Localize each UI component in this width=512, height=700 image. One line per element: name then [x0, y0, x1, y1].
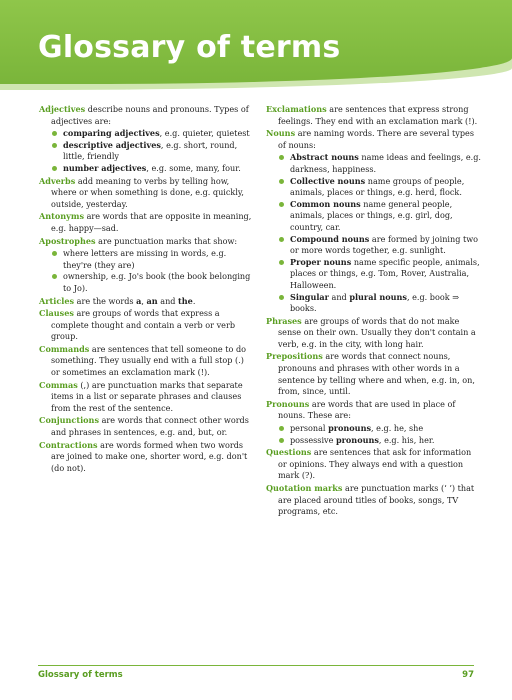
bullet-icon — [52, 274, 57, 279]
definition: , e.g. short, round, little, friendly — [63, 139, 238, 162]
bullet-icon — [52, 131, 57, 136]
definition: describe nouns and pronouns. Types of adjectives are: — [51, 104, 249, 126]
list-item — [266, 152, 482, 175]
list-item — [266, 292, 482, 315]
list-item — [266, 199, 482, 234]
bold-word: an — [146, 295, 158, 306]
bullet-icon — [279, 202, 284, 207]
definition: , e.g. he, she — [371, 423, 424, 434]
list-item — [266, 257, 482, 292]
term: Exclamations — [266, 104, 327, 114]
list-item — [39, 248, 253, 271]
separator: . — [192, 295, 196, 306]
entry-apostrophes — [39, 236, 253, 248]
definition: are words that are opposite in meaning, e.g. happy—sad. — [51, 211, 252, 233]
term: Adverbs — [39, 175, 76, 186]
bold-term: number adjectives — [63, 162, 147, 173]
bold-term: Singular — [290, 291, 329, 302]
definition: add meaning to verbs by telling how, where or when something is done, e.g. quickly, outside, yesterday. — [51, 175, 244, 209]
definition: , e.g. some, many, four. — [146, 162, 241, 173]
entry-pronouns — [266, 399, 482, 422]
definition: are the words — [74, 295, 137, 306]
definition: are words that connect other words and phrases in sentences, e.g. and, but, or. — [51, 415, 249, 438]
entry-adverbs — [39, 176, 253, 211]
definition: name general people, animals, places or things, e.g. girl, dog, country, car. — [290, 198, 453, 232]
noun-types-list — [266, 152, 482, 314]
bullet-icon — [279, 426, 284, 431]
footer-rule — [38, 665, 474, 666]
term: Conjunctions — [39, 415, 100, 426]
prefix: personal — [290, 423, 329, 434]
definition: name ideas and feelings, e.g. darkness, happiness. — [290, 152, 481, 174]
bold-term: Compound nouns — [290, 233, 370, 244]
adjective-types-list — [39, 128, 253, 174]
term: Pronouns — [266, 398, 310, 409]
definition: are words that connect nouns, pronouns and phrases with other words in a sentence by telling where and when, e.g. in, on, from, since, until. — [278, 351, 475, 397]
bold-term: Common nouns — [290, 198, 361, 209]
entry-questions — [266, 447, 482, 482]
list-item — [39, 128, 253, 140]
term: Apostrophes — [39, 235, 96, 246]
entry-commands — [39, 344, 253, 379]
bold-term: Proper nouns — [290, 256, 352, 267]
definition: (,) are punctuation marks that separate items in a list or separate phrases and clauses from the rest of the sentence. — [51, 379, 243, 413]
bullet-icon — [279, 260, 284, 265]
list-item — [266, 176, 482, 199]
definition: are formed by joining two or more words together, e.g. sunlight. — [290, 233, 479, 256]
term: Prepositions — [266, 351, 323, 362]
term: Adjectives — [39, 104, 86, 114]
glossary-column-left — [39, 104, 253, 475]
apostrophe-uses-list — [39, 248, 253, 294]
entry-quotation-marks — [266, 483, 482, 518]
term: Questions — [266, 447, 312, 458]
term: Contractions — [39, 439, 98, 450]
definition: are groups of words that do not make sense on their own. Usually they don't contain a verb, e.g. in the city, with long hair. — [278, 315, 476, 349]
definition: are punctuation marks that show: — [95, 235, 238, 246]
bullet-icon — [279, 155, 284, 160]
separator: , — [141, 295, 147, 306]
footer-title: Glossary of terms — [38, 670, 123, 680]
definition: , e.g. book ⇒ books. — [290, 291, 459, 314]
bold-term: Abstract nouns — [290, 152, 359, 163]
list-item — [39, 163, 253, 175]
prefix: possessive — [290, 434, 336, 445]
bold-word: the — [178, 295, 193, 306]
list-item — [266, 435, 482, 447]
bullet-icon — [52, 251, 57, 256]
term: Commas — [39, 379, 78, 390]
entry-phrases — [266, 316, 482, 351]
definition: are sentences that tell someone to do something. They usually end with a full stop (.) or sometimes an exclamation mark (!). — [51, 343, 247, 378]
entry-nouns — [266, 128, 482, 151]
definition: , e.g. quieter, quietest — [159, 128, 250, 139]
list-item — [39, 140, 253, 163]
pronoun-types-list — [266, 423, 482, 446]
entry-conjunctions — [39, 415, 253, 438]
definition: are words formed when two words are joined to make one, shorter word, e.g. don't (do not). — [51, 439, 248, 473]
list-item — [266, 234, 482, 257]
definition: are groups of words that express a complete thought and contain a verb or verb group. — [51, 308, 235, 342]
bold-word: a — [136, 295, 142, 306]
bold-term: pronouns — [328, 423, 372, 434]
bold-term: Collective nouns — [290, 175, 366, 186]
definition: are sentences that express strong feelings. They end with an exclamation mark (!). — [278, 104, 478, 126]
bold-term: plural nouns — [349, 291, 407, 302]
list-item — [39, 271, 253, 294]
term: Antonyms — [39, 211, 85, 222]
definition: , e.g. his, her. — [378, 434, 435, 445]
term: Commands — [39, 343, 90, 354]
entry-contractions — [39, 440, 253, 475]
definition: are sentences that ask for information or opinions. They always end with a question mark (?). — [278, 447, 472, 481]
term: Articles — [39, 295, 75, 306]
entry-clauses — [39, 308, 253, 343]
entry-articles — [39, 296, 253, 308]
definition: are words that are used in place of nouns. These are: — [278, 398, 456, 421]
bullet-icon — [52, 166, 57, 171]
definition: are naming words. There are several types of nouns: — [278, 128, 474, 150]
term: Phrases — [266, 315, 302, 326]
bullet-icon — [279, 179, 284, 184]
bullet-icon — [279, 438, 284, 443]
entry-antonyms — [39, 211, 253, 234]
list-item — [266, 423, 482, 435]
definition: ownership, e.g. Jo's book (the book belonging to Jo). — [63, 271, 251, 293]
definition: where letters are missing in words, e.g. they're (they are) — [63, 248, 227, 270]
bullet-icon — [279, 295, 284, 300]
term: Nouns — [266, 128, 296, 139]
definition: are punctuation marks (‘ ’) that are placed around titles of books, songs, TV programs, etc. — [278, 483, 475, 517]
glossary-column-right — [266, 104, 482, 519]
bold-term: pronouns — [335, 434, 379, 445]
separator: and — [157, 295, 179, 306]
bold-term: descriptive adjectives — [63, 139, 161, 150]
bullet-icon — [279, 237, 284, 242]
bold-term: comparing adjectives — [63, 128, 160, 139]
page-title: Glossary of terms — [38, 30, 341, 65]
definition: name groups of people, animals, places or things, e.g. herd, flock. — [290, 175, 465, 198]
bullet-icon — [52, 143, 57, 148]
entry-exclamations — [266, 104, 482, 127]
entry-adjectives — [39, 104, 253, 127]
entry-prepositions — [266, 351, 482, 397]
term: Clauses — [39, 308, 74, 319]
term: Quotation marks — [266, 483, 343, 493]
definition: name specific people, animals, places or things, e.g. Tom, Rover, Australia, Halloween. — [290, 256, 480, 290]
entry-commas — [39, 380, 253, 415]
page-number: 97 — [462, 670, 474, 680]
connector: and — [328, 291, 350, 302]
